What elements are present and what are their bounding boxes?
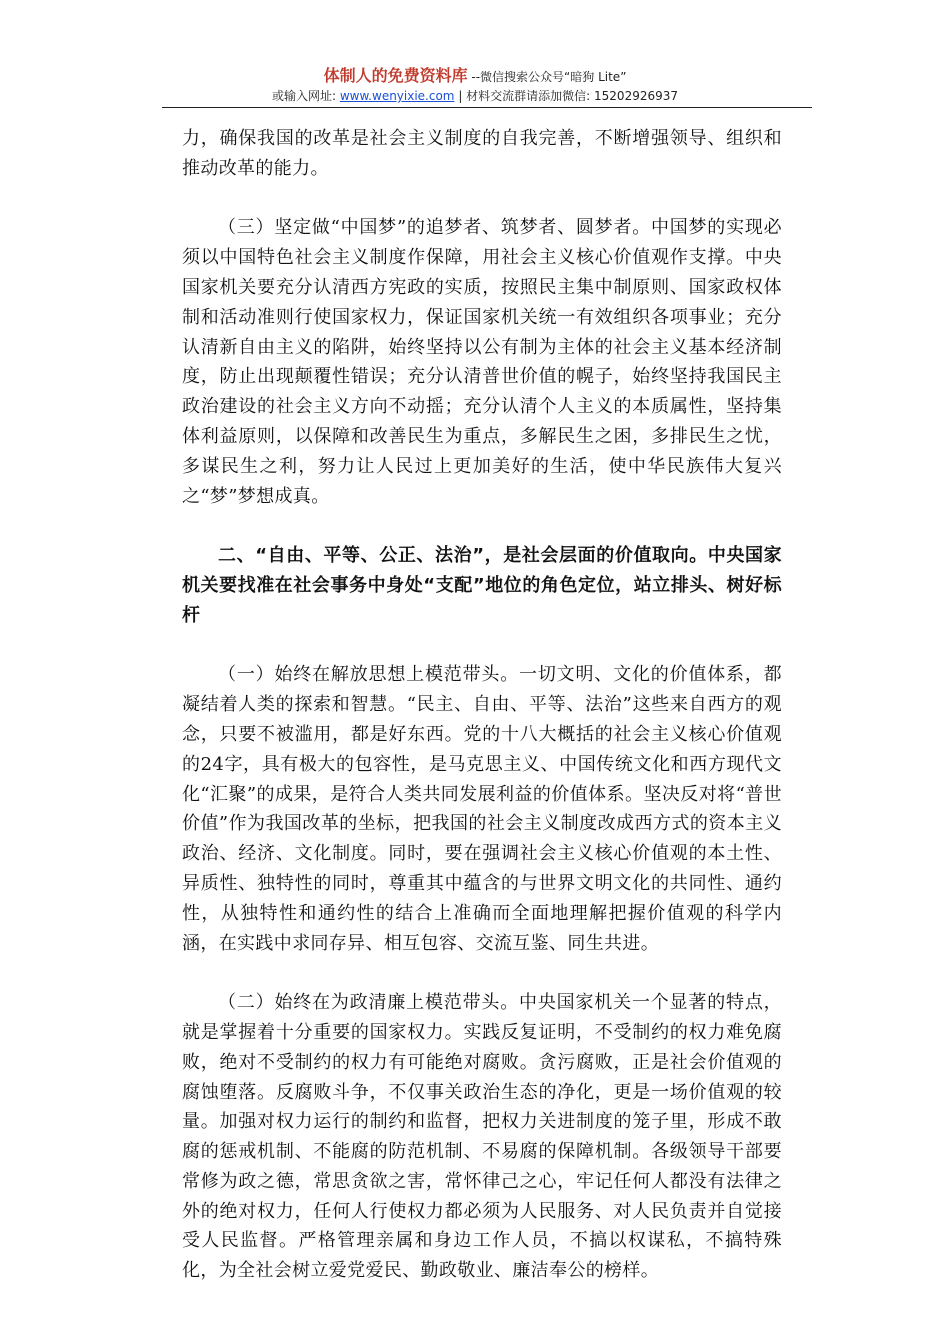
section-heading-two: 二、“自由、平等、公正、法治”，是社会层面的价值取向。中央国家机关要找准在社会事务中身处“支配”地位的角色定位，站立排头、树好标杆 — [182, 545, 782, 626]
page-header — [0, 66, 950, 105]
header-subtitle: --微信搜索公众号“暗狗 Lite” — [467, 70, 627, 84]
paragraph-chinese-dream: （三）坚定做“中国梦”的追梦者、筑梦者、圆梦者。中国梦的实现必须以中国特色社会主义制度作保障，用社会主义核心价值观作支撑。中央国家机关要充分认清西方宪政的实质，按照民主集中制原则、国家政权体制和活动准则行使国家权力，保证国家机关统一有效组织各项事业；充分认清新自由主义的陷阱，始终坚持以公有制为主体的社会主义基本经济制度，防止出现颠覆性错误；充分认清普世价值的幌子，始终坚持我国民主政治建设的社会主义方向不动摇；充分认清个人主义的本质属性，坚持集体利益原则，以保障和改善民生为重点，多解民生之困，多排民生之忧，多谋民生之利，努力让人民过上更加美好的生活，使中华民族伟大复兴之“梦”梦想成真。 — [182, 217, 782, 507]
header-contact — [0, 88, 950, 105]
header-banner — [0, 66, 950, 87]
paragraph-emancipate-mind: （一）始终在解放思想上模范带头。一切文明、文化的价值体系，都凝结着人类的探索和智慧。“民主、自由、平等、法治”这些来自西方的观念，只要不被滥用，都是好东西。党的十八大概括的社会主义核心价值观的24字，具有极大的包容性，是马克思主义、中国传统文化和西方现代文化“汇聚”的成果，是符合人类共同发展利益的价值体系。坚决反对将“普世价值”作为我国改革的坐标，把我国的社会主义制度改成西方式的资本主义政治、经济、文化制度。同时，要在强调社会主义核心价值观的本土性、异质性、独特性的同时，尊重其中蕴含的与世界文明文化的共同性、通约性，从独特性和通约性的结合上准确而全面地理解把握价值观的科学内涵，在实践中求同存异、相互包容、交流互鉴、同生共进。 — [182, 664, 782, 954]
header-wechat-info: | 材料交流群请添加微信: 15202926937 — [454, 89, 679, 103]
header-title: 体制人的免费资料库 — [323, 66, 468, 85]
website-link[interactable]: www.wenyixie.com — [339, 89, 455, 103]
header-divider — [162, 107, 812, 108]
header-url-prefix: 或输入网址: — [271, 89, 340, 103]
document-body — [182, 124, 782, 1286]
paragraph-clean-governance: （二）始终在为政清廉上模范带头。中央国家机关一个显著的特点，就是掌握着十分重要的国家权力。实践反复证明，不受制约的权力难免腐败，绝对不受制约的权力有可能绝对腐败。贪污腐败，正是社会价值观的腐蚀堕落。反腐败斗争，不仅事关政治生态的净化，更是一场价值观的较量。加强对权力运行的制约和监督，把权力关进制度的笼子里，形成不敢腐的惩戒机制、不能腐的防范机制、不易腐的保障机制。各级领导干部要常修为政之德，常思贪欲之害，常怀律己之心，牢记任何人都没有法律之外的绝对权力，任何人行使权力都必须为人民服务、对人民负责并自觉接受人民监督。严格管理亲属和身边工作人员，不搞以权谋私，不搞特殊化，为全社会树立爱党爱民、勤政敬业、廉洁奉公的榜样。 — [182, 992, 782, 1282]
paragraph-continuation: 力，确保我国的改革是社会主义制度的自我完善，不断增强领导、组织和推动改革的能力。 — [182, 128, 782, 179]
